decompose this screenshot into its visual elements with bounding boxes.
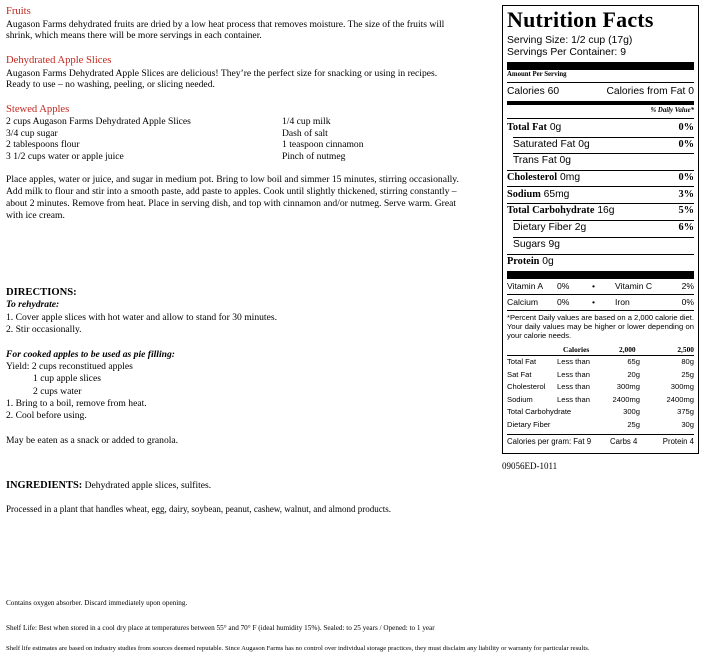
cholesterol-row bbox=[507, 172, 694, 183]
servings-per-container: Servings Per Container: 9 bbox=[507, 47, 626, 58]
calories: Calories 60 bbox=[507, 86, 560, 97]
cholesterol-label: Cholesterol bbox=[507, 172, 558, 183]
table-cell-value-2500: 375g bbox=[677, 407, 694, 416]
table-header: 2,000 bbox=[619, 345, 636, 354]
disclaimer-note: Shelf life estimates are based on industry studies from sources deemed reputable. Since Augason Farms has no control over individual storage practices, they must disclaim any liability or warranty for particular results. bbox=[6, 645, 590, 652]
total-fat-row bbox=[507, 122, 694, 133]
carbohydrate-value: 16g bbox=[597, 205, 615, 216]
ingredients-label: INGREDIENTS: bbox=[6, 480, 83, 491]
thick-divider bbox=[507, 271, 694, 279]
daily-value-footnote: *Percent Daily values are based on a 2,000 calorie diet. Your daily values may be higher or lower depending on your calorie needs. bbox=[507, 313, 695, 341]
stewed-ingredient: 1/4 cup milk bbox=[282, 116, 331, 127]
total-fat-value: 0g bbox=[549, 122, 562, 133]
table-cell-limit: Less than bbox=[557, 382, 590, 391]
stewed-apples-heading: Stewed Apples bbox=[6, 104, 70, 115]
calories-per-gram-carbs: Carbs 4 bbox=[610, 437, 638, 446]
calories-per-gram-fat: Calories per gram: Fat 9 bbox=[507, 437, 592, 446]
stewed-method bbox=[6, 174, 459, 222]
vitamins-row bbox=[507, 281, 694, 291]
table-cell-value-2500: 25g bbox=[681, 369, 694, 379]
divider bbox=[513, 153, 694, 154]
shelf-life-note: Shelf Life: Best when stored in a cool dry place at temperatures between 55° and 70° F (ideal humidity 15%). Sealed: to 25 years / Opened: to 1 year bbox=[6, 624, 435, 632]
table-header: 2,500 bbox=[677, 345, 694, 354]
table-cell-limit: Less than bbox=[557, 357, 590, 366]
table-cell-value-2000: 300g bbox=[623, 407, 640, 416]
snack-note: May be eaten as a snack or added to granola. bbox=[6, 435, 179, 446]
divider bbox=[513, 137, 694, 138]
rehydrate-title: To rehydrate: bbox=[6, 299, 60, 310]
total-fat-label: Total Fat bbox=[507, 122, 547, 133]
pie-filling-title: For cooked apples to be used as pie filling: bbox=[6, 349, 175, 360]
table-cell-limit: Less than bbox=[557, 369, 590, 379]
table-cell-value-2000: 300mg bbox=[616, 382, 640, 391]
pie-ingredient: 2 cups water bbox=[33, 386, 82, 397]
method-line: Add milk to flour and stir into a smooth paste, add paste to apples. Cook until slightly thickened, stirring constantly – bbox=[6, 186, 457, 197]
nutrition-facts-title: Nutrition Facts bbox=[507, 7, 654, 32]
saturated-fat-row bbox=[507, 139, 694, 150]
daily-value-header: % Daily Value* bbox=[650, 107, 694, 114]
carbohydrate-row bbox=[507, 205, 694, 216]
ingredients-line bbox=[6, 480, 211, 491]
calories-per-gram-row bbox=[507, 437, 694, 446]
stewed-ingredient: 3/4 cup sugar bbox=[6, 127, 58, 139]
fruits-text-line1: Augason Farms dehydrated fruits are dried by a low heat process that removes moisture. The size of the fruits will bbox=[6, 19, 445, 30]
divider bbox=[507, 254, 694, 255]
calories-per-gram-protein: Protein 4 bbox=[662, 437, 694, 446]
divider bbox=[507, 170, 694, 171]
stewed-ingredient-list-right bbox=[282, 116, 364, 162]
calcium-pct: 0% bbox=[557, 297, 570, 307]
protein-label: Protein bbox=[507, 256, 540, 267]
vitamin-c-pct: 2% bbox=[681, 281, 694, 291]
stewed-ingredient-list-left bbox=[6, 116, 191, 162]
minerals-row bbox=[507, 297, 694, 307]
saturated-fat-pct: 0% bbox=[678, 139, 694, 150]
table-cell-value-2000: 2400mg bbox=[612, 394, 640, 404]
stewed-ingredient: Pinch of nutmeg bbox=[282, 150, 346, 162]
sodium-label: Sodium bbox=[507, 189, 541, 200]
oxygen-absorber-note: Contains oxygen absorber. Discard immediately upon opening. bbox=[6, 599, 188, 607]
pie-step: 2. Cool before using. bbox=[6, 410, 87, 421]
table-row bbox=[507, 407, 694, 419]
fiber-pct: 6% bbox=[678, 222, 694, 233]
divider bbox=[507, 294, 694, 295]
table-cell-value-2000: 25g bbox=[627, 419, 640, 429]
method-line: Place apples, water or juice, and sugar in medium pot. Bring to low boil and simmer 15 minutes, stirring occasionally. bbox=[6, 174, 459, 185]
amount-per-serving: Amount Per Serving bbox=[507, 71, 567, 78]
calories-from-fat: Calories from Fat 0 bbox=[606, 86, 694, 97]
divider bbox=[513, 237, 694, 238]
total-fat-pct: 0% bbox=[678, 122, 694, 133]
stewed-ingredient: Dash of salt bbox=[282, 127, 328, 139]
rehydrate-step: 1. Cover apple slices with hot water and allow to stand for 30 minutes. bbox=[6, 312, 277, 323]
table-cell-limit: Less than bbox=[557, 394, 590, 404]
divider bbox=[507, 203, 694, 204]
table-cell-value-2500: 300mg bbox=[670, 382, 694, 391]
ingredients-text: Dehydrated apple slices, sulfites. bbox=[84, 480, 212, 491]
trans-fat-row: Trans Fat 0g bbox=[513, 155, 571, 166]
sodium-value: 65mg bbox=[543, 189, 570, 200]
sodium-pct: 3% bbox=[678, 189, 694, 200]
sodium-row bbox=[507, 189, 694, 200]
bullet-icon: • bbox=[592, 297, 596, 307]
pie-yield: Yield: 2 cups reconstitued apples bbox=[6, 361, 133, 372]
allergen-statement: Processed in a plant that handles wheat, egg, dairy, soybean, peanut, cashew, walnut, and almond products. bbox=[6, 504, 391, 514]
stewed-ingredient: 2 tablespoons flour bbox=[6, 139, 80, 150]
divider bbox=[507, 82, 694, 83]
table-cell-value-2500: 30g bbox=[681, 419, 694, 429]
nutrition-facts-panel bbox=[502, 5, 699, 454]
fruits-heading: Fruits bbox=[6, 6, 31, 17]
apple-slices-text-line1: Augason Farms Dehydrated Apple Slices are delicious! They’re the perfect size for snacking or using in recipes. bbox=[6, 68, 438, 79]
saturated-fat-label: Saturated Fat 0g bbox=[513, 139, 590, 150]
table-row bbox=[507, 357, 694, 369]
product-code: 09056ED-1011 bbox=[502, 461, 558, 471]
divider bbox=[513, 220, 694, 221]
table-cell-nutrient: Cholesterol bbox=[507, 382, 546, 391]
table-row bbox=[507, 420, 694, 432]
table-cell-nutrient: Sodium bbox=[507, 394, 533, 404]
table-header: Calories bbox=[563, 345, 590, 354]
fiber-label: Dietary Fiber 2g bbox=[513, 222, 587, 233]
table-cell-value-2500: 2400mg bbox=[666, 394, 694, 404]
carbohydrate-label: Total Carbohydrate bbox=[507, 205, 595, 216]
table-cell-nutrient: Total Carbohydrate bbox=[507, 407, 572, 416]
table-cell-nutrient: Sat Fat bbox=[507, 369, 532, 379]
table-cell-nutrient: Dietary Fiber bbox=[507, 419, 551, 429]
calcium-label: Calcium bbox=[507, 297, 539, 307]
thick-divider bbox=[507, 62, 694, 70]
apple-slices-heading: Dehydrated Apple Slices bbox=[6, 55, 112, 66]
sugars-row: Sugars 9g bbox=[513, 239, 560, 250]
protein-value: 0g bbox=[542, 256, 554, 267]
medium-divider bbox=[507, 101, 694, 105]
iron-pct: 0% bbox=[681, 297, 694, 307]
table-row bbox=[507, 370, 694, 382]
apple-slices-text-line2: Ready to use – no washing, peeling, or slicing needed. bbox=[6, 79, 215, 90]
fiber-row bbox=[507, 222, 694, 233]
table-row bbox=[507, 382, 694, 394]
vitamin-c-label: Vitamin C bbox=[615, 281, 653, 291]
divider bbox=[507, 434, 694, 435]
divider bbox=[507, 186, 694, 187]
cholesterol-pct: 0% bbox=[678, 172, 694, 183]
stewed-ingredient: 3 1/2 cups water or apple juice bbox=[6, 150, 124, 162]
directions-heading: DIRECTIONS: bbox=[6, 287, 77, 298]
divider bbox=[507, 310, 694, 311]
fruits-text-line2: shrink, which means there will be more servings in each container. bbox=[6, 30, 262, 41]
method-line: with ice cream. bbox=[6, 210, 65, 221]
vitamin-a-pct: 0% bbox=[557, 281, 570, 291]
divider bbox=[507, 118, 694, 119]
table-cell-value-2500: 80g bbox=[681, 357, 694, 366]
table-cell-nutrient: Total Fat bbox=[507, 357, 537, 366]
table-row bbox=[507, 395, 694, 407]
cholesterol-value: 0mg bbox=[560, 172, 581, 183]
iron-label: Iron bbox=[615, 297, 630, 307]
vitamin-a-label: Vitamin A bbox=[507, 281, 544, 291]
carbohydrate-pct: 5% bbox=[678, 205, 694, 216]
protein-row bbox=[507, 256, 694, 267]
pie-step: 1. Bring to a boil, remove from heat. bbox=[6, 398, 147, 409]
table-cell-value-2000: 65g bbox=[627, 357, 640, 366]
divider bbox=[507, 355, 694, 356]
pie-ingredient: 1 cup apple slices bbox=[33, 373, 101, 384]
bullet-icon: • bbox=[592, 281, 596, 291]
calories-row bbox=[507, 86, 694, 97]
serving-size: Serving Size: 1/2 cup (17g) bbox=[507, 35, 633, 46]
table-cell-value-2000: 20g bbox=[627, 369, 640, 379]
stewed-ingredient: 2 cups Augason Farms Dehydrated Apple Slices bbox=[6, 116, 191, 127]
rehydrate-step: 2. Stir occasionally. bbox=[6, 324, 82, 335]
method-line: about 2 minutes. Remove from heat. Place in serving dish, and top with cinnamon and/or nutmeg. Serve warm. Great bbox=[6, 198, 457, 209]
stewed-ingredient: 1 teaspoon cinnamon bbox=[282, 139, 364, 150]
